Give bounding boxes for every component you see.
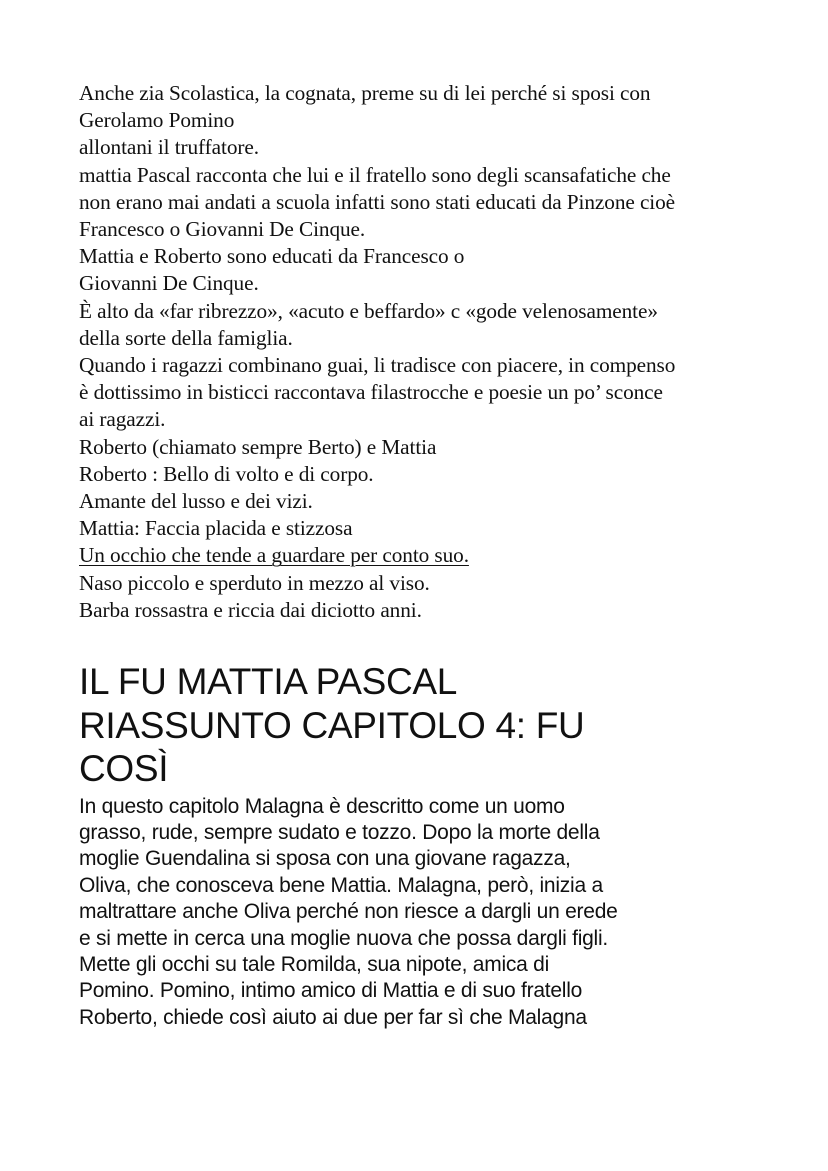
notes-line: Mattia: Faccia placida e stizzosa bbox=[79, 516, 353, 541]
notes-line: Giovanni De Cinque. bbox=[79, 271, 259, 296]
notes-line: è dottissimo in bisticci raccontava filastrocche e poesie un po’ sconce bbox=[79, 380, 663, 405]
notes-line: della sorte della famiglia. bbox=[79, 325, 293, 350]
notes-line: Anche zia Scolastica, la cognata, preme su di lei perché si sposi con bbox=[79, 81, 651, 105]
notes-line: allontani il truffatore. bbox=[79, 135, 259, 160]
heading-line: RIASSUNTO CAPITOLO 4: FU bbox=[79, 704, 585, 746]
body-line: In questo capitolo Malagna è descritto come un uomo bbox=[79, 794, 565, 818]
notes-line: Barba rossastra e riccia dai diciotto anni. bbox=[79, 597, 422, 622]
notes-line: Gerolamo Pomino bbox=[79, 108, 235, 133]
underlined-text: Un occhio che tende a guardare per conto suo. bbox=[79, 543, 469, 568]
body-line: moglie Guendalina si sposa con una giovane ragazza, bbox=[79, 847, 571, 871]
notes-line: non erano mai andati a scuola infatti sono stati educati da Pinzone cioè bbox=[79, 189, 676, 214]
heading-line: IL FU MATTIA PASCAL bbox=[79, 661, 458, 703]
notes-line: Roberto (chiamato sempre Berto) e Mattia bbox=[79, 434, 437, 459]
notes-line-underlined bbox=[79, 542, 769, 569]
body-line: maltrattare anche Oliva perché non riesce a dargli un erede bbox=[79, 900, 618, 924]
section-heading bbox=[79, 660, 769, 791]
notes-line: Roberto : Bello di volto e di corpo. bbox=[79, 461, 374, 486]
notes-line: È alto da «far ribrezzo», «acuto e beffardo» c «gode velenosamente» bbox=[79, 298, 658, 323]
notes-line: mattia Pascal racconta che lui e il fratello sono degli scansafatiche che bbox=[79, 162, 671, 187]
body-line: Mette gli occhi su tale Romilda, sua nipote, amica di bbox=[79, 953, 549, 976]
notes-line: Amante del lusso e dei vizi. bbox=[79, 489, 313, 514]
body-line: e si mette in cerca una moglie nuova che possa dargli figli. bbox=[79, 926, 608, 950]
notes-line: Naso piccolo e sperduto in mezzo al viso. bbox=[79, 570, 430, 595]
body-line: Roberto, chiede così aiuto ai due per far sì che Malagna bbox=[79, 1005, 587, 1029]
heading-line: COSÌ bbox=[79, 748, 169, 790]
section-body bbox=[79, 794, 769, 1032]
notes-line: ai ragazzi. bbox=[79, 407, 166, 432]
document-page bbox=[79, 80, 769, 1031]
notes-block bbox=[79, 80, 769, 624]
notes-line: Francesco o Giovanni De Cinque. bbox=[79, 217, 366, 242]
body-line: grasso, rude, sempre sudato e tozzo. Dopo la morte della bbox=[79, 820, 600, 844]
notes-line: Quando i ragazzi combinano guai, li tradisce con piacere, in compenso bbox=[79, 353, 676, 378]
body-line: Oliva, che conosceva bene Mattia. Malagna, però, inizia a bbox=[79, 873, 603, 897]
body-line: Pomino. Pomino, intimo amico di Mattia e di suo fratello bbox=[79, 979, 583, 1003]
notes-line: Mattia e Roberto sono educati da Francesco o bbox=[79, 244, 465, 269]
